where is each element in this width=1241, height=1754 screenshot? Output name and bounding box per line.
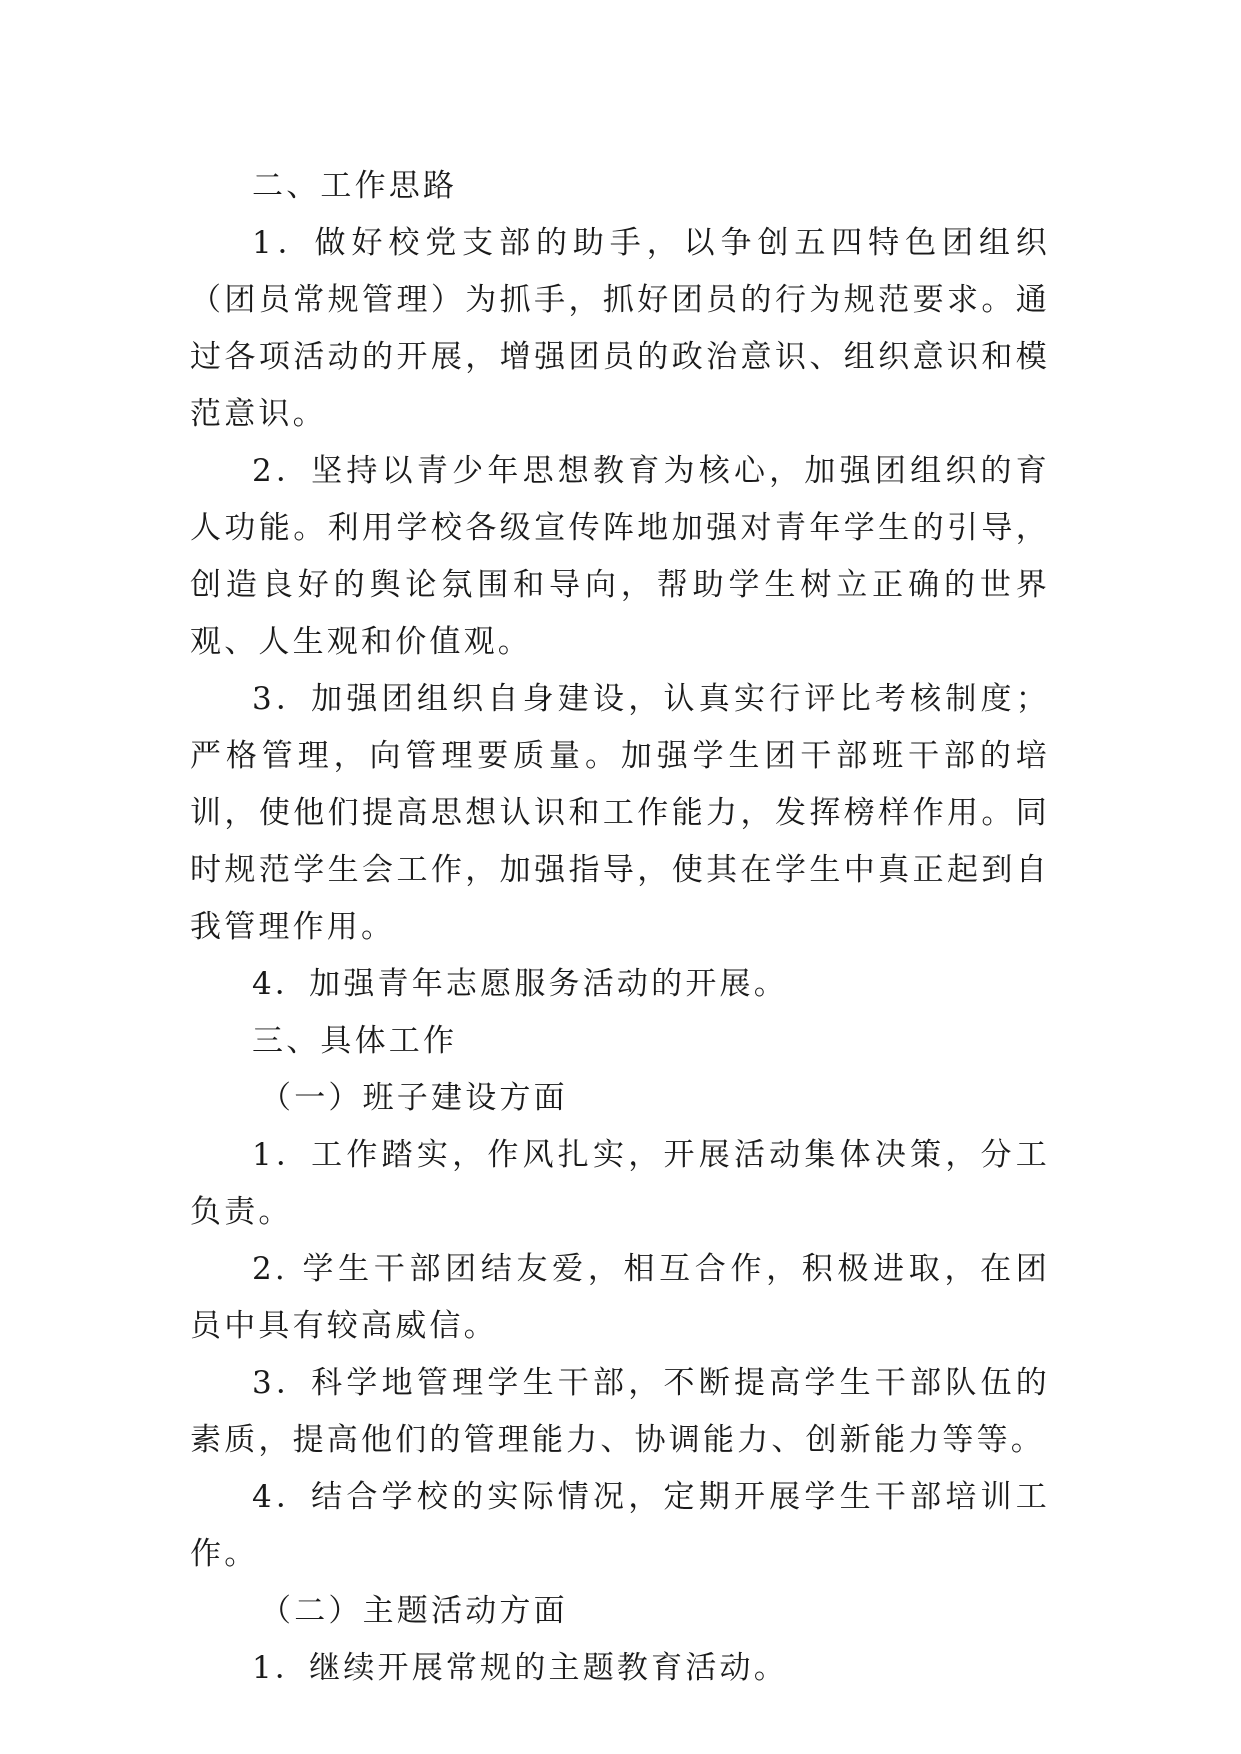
section-heading-specific-work: 三、具体工作 bbox=[252, 1023, 458, 1059]
paragraph-approach-3: 3．加强团组织自身建设，认真实行评比考核制度；严格管理，向管理要质量。加强学生团干部班干部的培训，使他们提高思想认识和工作能力，发挥榜样作用。同时规范学生会工作，加强指导，使其在学生中真正起到自我管理作用。 bbox=[190, 681, 1050, 945]
paragraph-team-1: 1．工作踏实，作风扎实，开展活动集体决策，分工负责。 bbox=[190, 1137, 1050, 1230]
paragraph-approach-1: 1．做好校党支部的助手，以争创五四特色团组织（团员常规管理）为抓手，抓好团员的行为规范要求。通过各项活动的开展，增强团员的政治意识、组织意识和模范意识。 bbox=[190, 225, 1050, 432]
paragraph-team-3: 3．科学地管理学生干部，不断提高学生干部队伍的素质，提高他们的管理能力、协调能力、创新能力等等。 bbox=[190, 1365, 1050, 1458]
section-heading-work-approach: 二、工作思路 bbox=[252, 168, 458, 204]
subsection-heading-theme-activities: （二）主题活动方面 bbox=[260, 1593, 568, 1629]
paragraph-theme-1: 1．继续开展常规的主题教育活动。 bbox=[252, 1650, 788, 1686]
paragraph-team-4: 4．结合学校的实际情况，定期开展学生干部培训工作。 bbox=[190, 1479, 1050, 1572]
subsection-heading-team-building: （一）班子建设方面 bbox=[260, 1080, 568, 1116]
paragraph-approach-2: 2．坚持以青少年思想教育为核心，加强团组织的育人功能。利用学校各级宣传阵地加强对青年学生的引导，创造良好的舆论氛围和导向，帮助学生树立正确的世界观、人生观和价值观。 bbox=[190, 453, 1050, 660]
paragraph-team-2: 2. 学生干部团结友爱，相互合作，积极进取，在团员中具有较高威信。 bbox=[190, 1251, 1050, 1344]
paragraph-approach-4: 4．加强青年志愿服务活动的开展。 bbox=[252, 966, 788, 1002]
document-body bbox=[190, 158, 1050, 1697]
